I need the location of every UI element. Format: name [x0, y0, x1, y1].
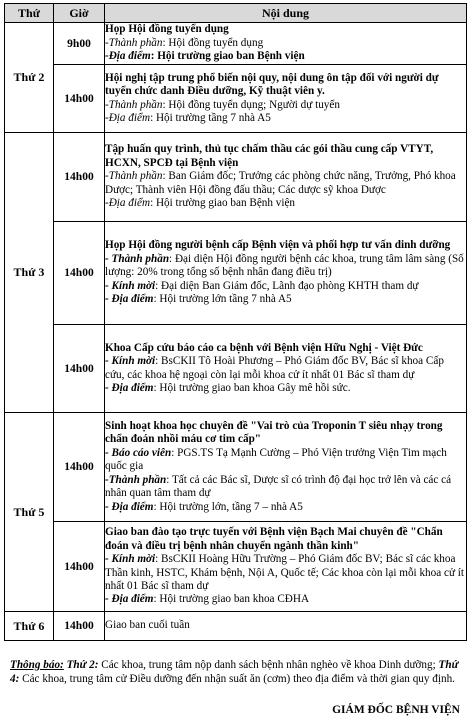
- table-row: [5, 133, 467, 222]
- line-label: - Kính mời: [105, 279, 156, 292]
- time-cell: 14h00: [54, 65, 105, 133]
- notice-lead: Thông báo:: [10, 659, 64, 671]
- header-content: Nội dung: [105, 4, 467, 23]
- line-label: - Địa điểm: [105, 593, 154, 606]
- event-title: Họp Hội đồng tuyển dụng: [105, 23, 229, 36]
- content-cell: [105, 612, 467, 641]
- line-label: -Thành phần: [105, 473, 167, 486]
- notice-text-1: Các khoa, trung tâm nộp danh sách bệnh nhân nghèo về khoa Dinh dưỡng;: [98, 659, 439, 671]
- line-label: -Thành phần: [105, 36, 163, 49]
- line-label: - Địa điểm: [105, 500, 154, 513]
- content-cell: [105, 325, 467, 413]
- notice-label-2: Thứ 4:: [10, 659, 459, 685]
- day-cell: Thứ 3: [5, 133, 54, 413]
- event-title: Hội nghị tập trung phổ biến nội quy, nội dung ôn tập đối với người dự tuyển chức danh Điều dưỡng, Kỹ thuật viên y.: [105, 71, 439, 98]
- line-text: : Hội trường lớn tầng 7 nhà A5: [153, 293, 292, 306]
- line-text: : Hội trường tầng 7 nhà A5: [150, 111, 271, 124]
- notice-label-1: Thứ 2:: [66, 659, 99, 671]
- table-row: [5, 65, 467, 133]
- event-title: Họp Hội đồng người bệnh cấp Bệnh viện và phối hợp tư vấn dinh dưỡng: [105, 239, 451, 252]
- table-row: [5, 522, 467, 612]
- content-cell: [105, 413, 467, 522]
- header-day: Thứ: [5, 4, 54, 23]
- line-label: -Thành phần: [105, 98, 163, 111]
- line-text: : Đại diện Hội đồng người bệnh các khoa, trung tâm lâm sàng (Số lượng: 20% trong tổng số bệnh nhân đang điều trị): [105, 252, 464, 279]
- time-cell: 14h00: [54, 222, 105, 325]
- line-text: : Hội trường giao ban Bệnh viện: [150, 50, 305, 63]
- time-cell: 9h00: [54, 23, 105, 65]
- line-label: -Địa điểm: [105, 197, 151, 210]
- day-cell: Thứ 2: [5, 23, 54, 133]
- schedule-table: [4, 3, 467, 641]
- line-text: : Tất cả các Bác sĩ, Dược sĩ có trình độ đại học trở lên và các cá nhân quan tâm tham dự: [105, 473, 452, 500]
- line-text: : Hội trường giao ban Bệnh viện: [150, 197, 296, 210]
- line-text: : Hội trường giao ban khoa CĐHA: [153, 593, 310, 606]
- time-cell: 14h00: [54, 522, 105, 612]
- line-text: : BsCKII Hoàng Hữu Trường – Phó Giám đốc BV; Bác sĩ các khoa Thần kinh, HSTC, Khám bệnh, Nội A, Quốc tế; Các khoa còn lại mỗi khoa cử ít nhất 01 Bác sĩ tham dự: [105, 553, 465, 592]
- table-row: [5, 23, 467, 65]
- day-cell: Thứ 6: [5, 612, 54, 641]
- line-label: - Kính mời: [105, 553, 156, 566]
- header-time: Giờ: [54, 4, 105, 23]
- line-text: : Hội trường giao ban khoa Gây mê hồi sức.: [153, 381, 351, 394]
- notice: [10, 658, 462, 686]
- line-label: - Địa điểm: [105, 381, 154, 394]
- line-label: - Thành phần: [105, 252, 170, 265]
- event-title: Khoa Cấp cứu báo cáo ca bệnh với Bệnh viện Hữu Nghị - Việt Đức: [105, 341, 423, 354]
- line-label: -Thành phần: [105, 170, 163, 183]
- event-title: Giao ban đào tạo trực tuyến với Bệnh viện Bạch Mai chuyên đề "Chẩn đoán và điều trị bệnh nhân chuyển ngành thần kinh": [105, 526, 443, 552]
- time-cell: 14h00: [54, 612, 105, 641]
- content-cell: [105, 65, 467, 133]
- table-row: [5, 612, 467, 641]
- notice-text-2: Các khoa, trung tâm cử Điều dưỡng đến nhận suất ăn (cơm) theo địa điểm và thời gian quy định.: [19, 673, 455, 685]
- line-text: : Hội trường lớn, tầng 7 – nhà A5: [153, 500, 303, 513]
- table-row: [5, 413, 467, 522]
- line-label: -Địa điểm: [105, 111, 151, 124]
- line-label: - Báo cáo viên: [105, 446, 172, 459]
- content-cell: [105, 222, 467, 325]
- line-text: : BsCKII Tô Hoài Phương – Phó Giám đốc BV, Bác sĩ khoa Cấp cứu, các khoa hệ ngoại còn lại mỗi khoa cử ít nhất 01 Bác sĩ tham dự: [105, 355, 444, 381]
- time-cell: 14h00: [54, 133, 105, 222]
- line-label: - Địa điểm: [105, 293, 154, 306]
- table-row: [5, 325, 467, 413]
- line-text: : Ban Giám đốc; Trưởng các phòng chức năng, Trưởng, Phó khoa Dược; Thành viên Hội đồng đấu thầu; Các dược sỹ khoa Dược: [105, 170, 456, 196]
- line-text: : Hội đồng tuyển dụng: [162, 36, 264, 49]
- table-row: [5, 222, 467, 325]
- time-cell: 14h00: [54, 413, 105, 522]
- line-text: : Đại diện Ban Giám đốc, Lãnh đạo phòng KHTH tham dự: [155, 279, 419, 292]
- line-text: Giao ban cuối tuần: [105, 619, 190, 632]
- line-text: : PGS.TS Tạ Mạnh Cường – Phó Viện trưởng Viện Tim mạch quốc gia: [105, 446, 447, 473]
- line-label: - Kính mời: [105, 355, 156, 368]
- line-text: : Hội đồng tuyển dụng; Người dự tuyển: [162, 98, 340, 111]
- content-cell: [105, 23, 467, 65]
- time-cell: 14h00: [54, 325, 105, 413]
- event-title: Sinh hoạt khoa học chuyên đề "Vai trò của Troponin T siêu nhạy trong chẩn đoán nhồi máu cơ tim cấp": [105, 420, 443, 446]
- signature: GIÁM ĐỐC BỆNH VIỆN: [332, 704, 460, 716]
- line-label: -Địa điểm: [105, 50, 151, 63]
- event-title: Tập huấn quy trình, thủ tục chấm thầu các gói thầu cung cấp VTYT, HCXN, SPCĐ tại Bệnh viện: [105, 143, 434, 169]
- content-cell: [105, 133, 467, 222]
- content-cell: [105, 522, 467, 612]
- day-cell: Thứ 5: [5, 413, 54, 612]
